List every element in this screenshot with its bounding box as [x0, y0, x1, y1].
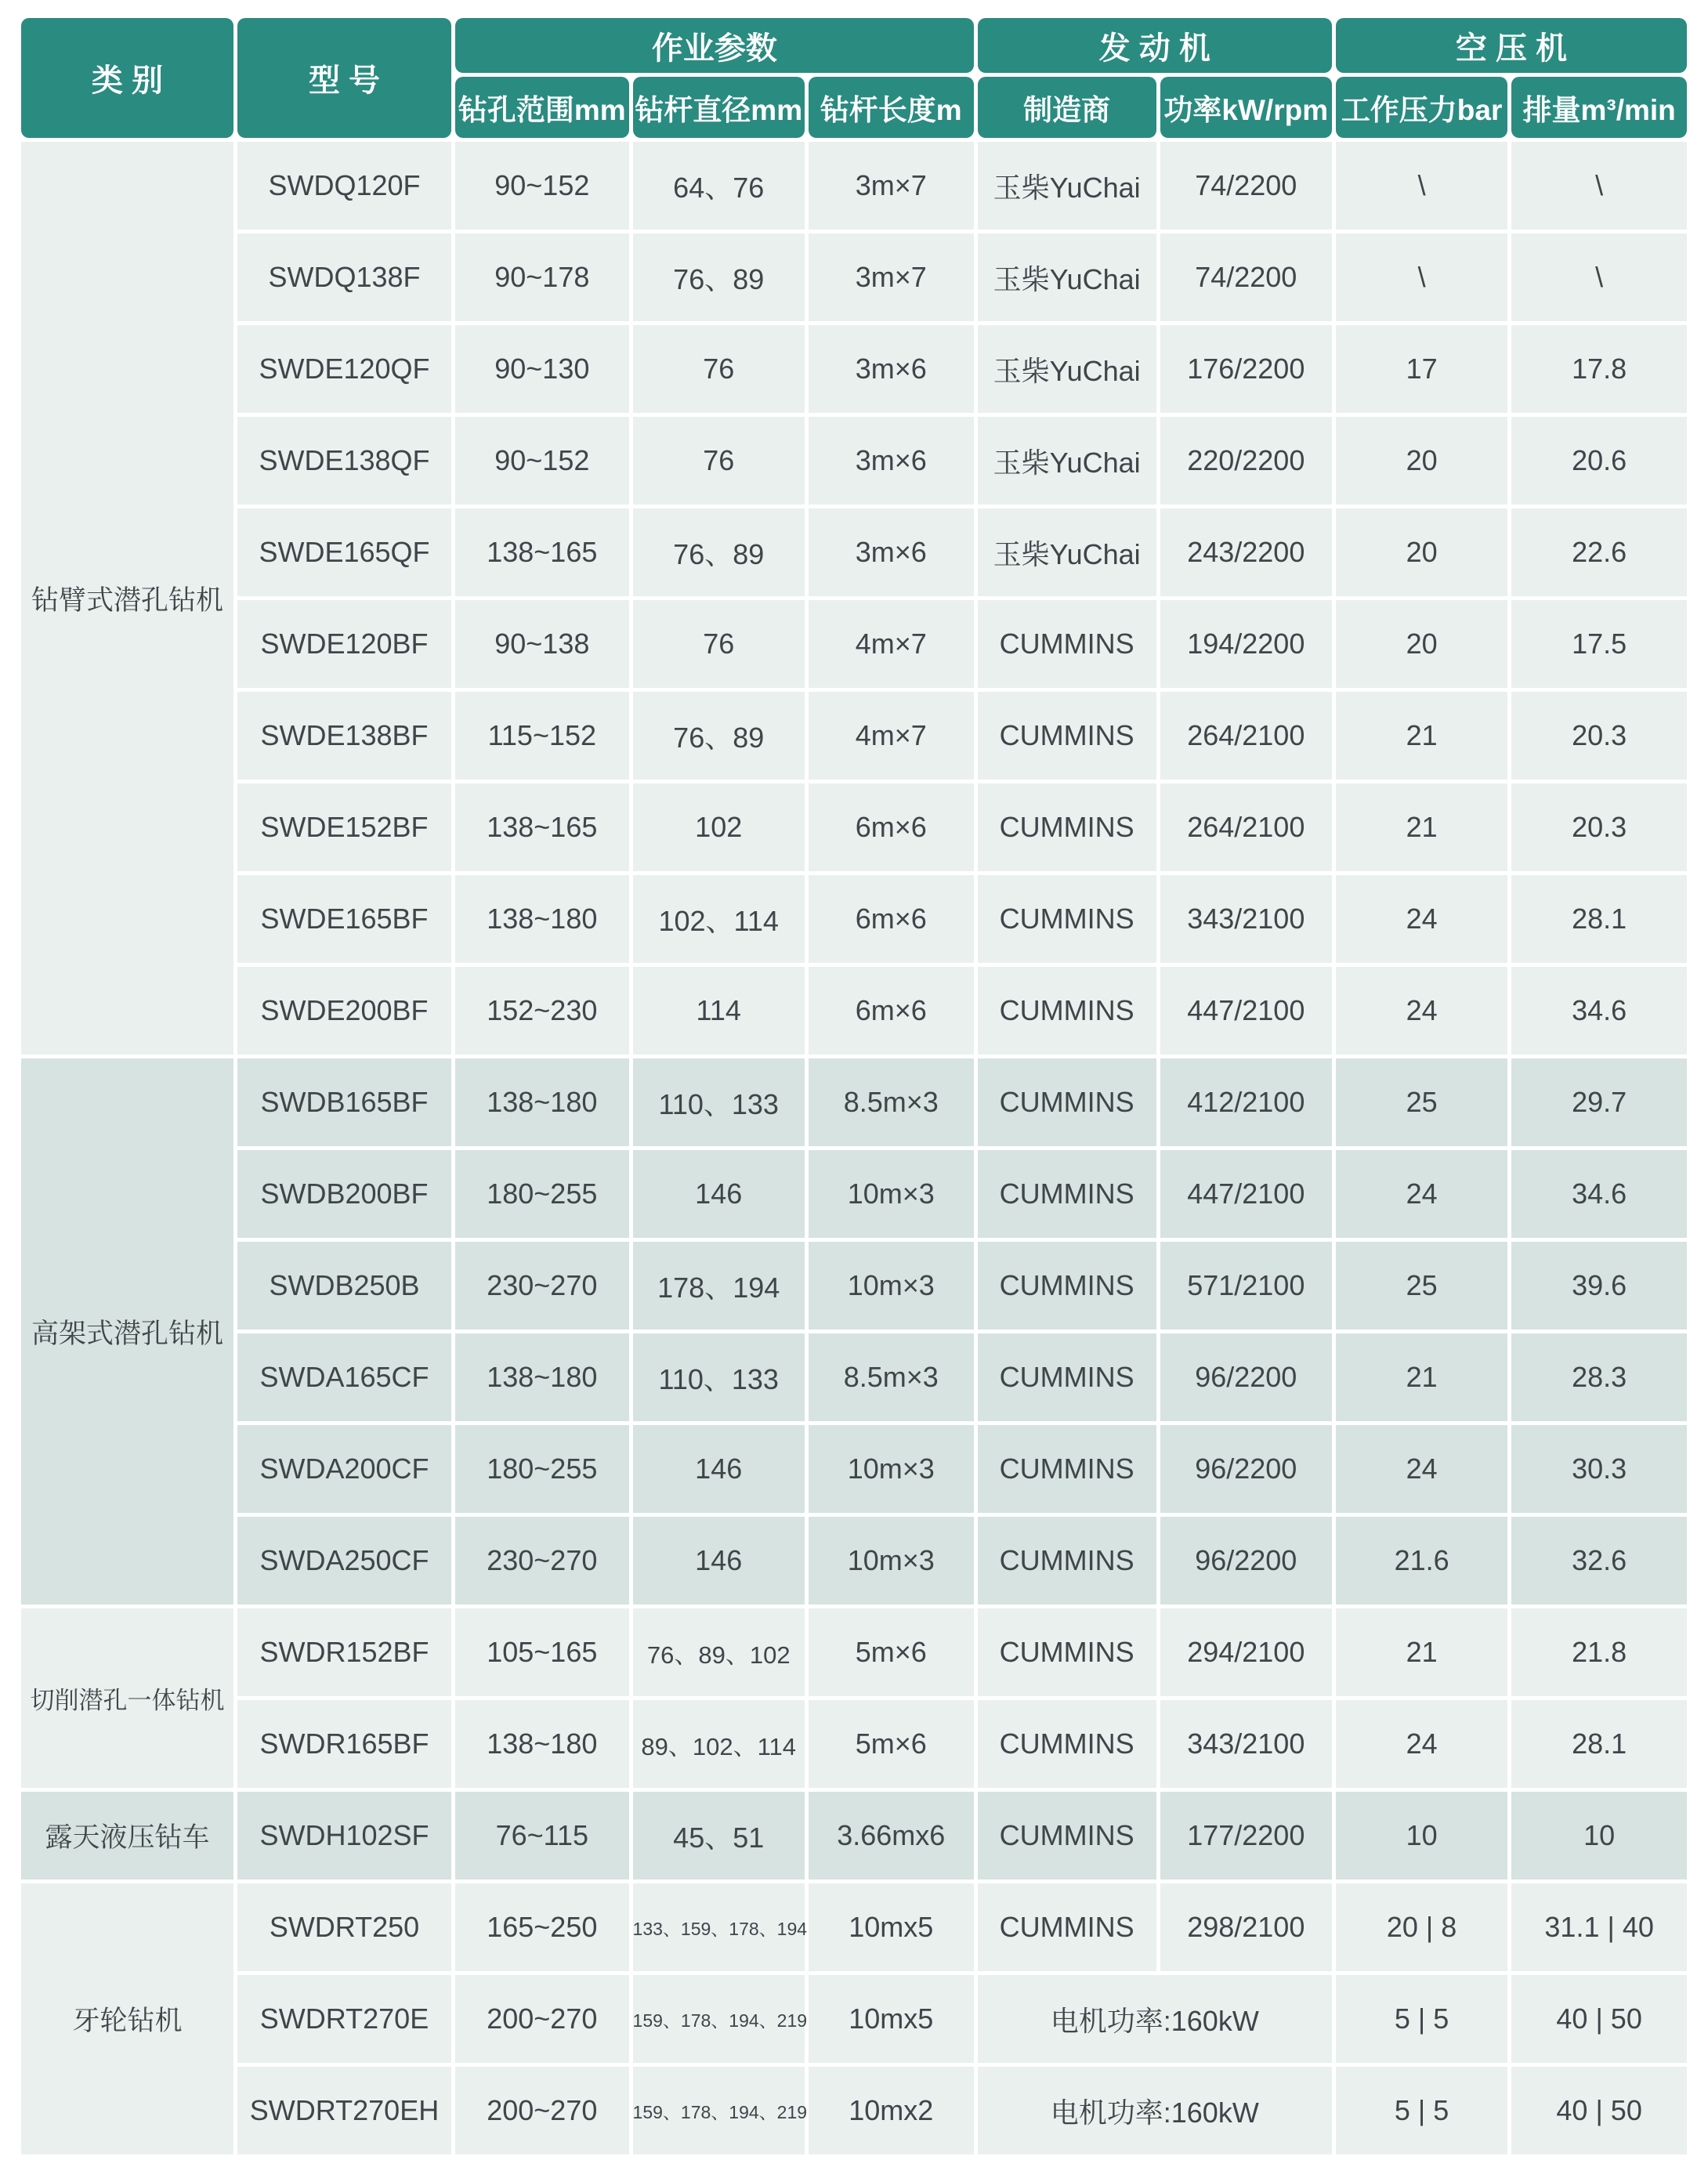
header-category: 类 别 [21, 18, 233, 138]
cell-hole-range: 230~270 [455, 1517, 628, 1605]
cell-displacement: 17.5 [1511, 600, 1687, 688]
cell-rod-diameter: 45、51 [633, 1792, 805, 1880]
cell-displacement: 39.6 [1511, 1242, 1687, 1330]
cell-working-pressure: 5 | 5 [1336, 2067, 1507, 2154]
cell-rod-diameter: 102、114 [633, 875, 805, 963]
cell-working-pressure: 21.6 [1336, 1517, 1507, 1605]
cell-power: 447/2100 [1160, 967, 1332, 1055]
cell-rod-length: 10m×3 [809, 1517, 974, 1605]
cell-working-pressure: 20 [1336, 508, 1507, 596]
cell-rod-length: 8.5m×3 [809, 1333, 974, 1421]
cell-displacement: 17.8 [1511, 325, 1687, 413]
table-row [21, 1975, 1687, 2063]
cell-rod-diameter: 89、102、114 [633, 1700, 805, 1788]
cell-displacement: 20.3 [1511, 783, 1687, 871]
cell-rod-diameter: 102 [633, 783, 805, 871]
cell-rod-diameter: 76 [633, 325, 805, 413]
cell-displacement: 34.6 [1511, 1150, 1687, 1238]
cell-power: 96/2200 [1160, 1333, 1332, 1421]
cell-hole-range: 138~180 [455, 875, 628, 963]
cell-power: 298/2100 [1160, 1883, 1332, 1971]
cell-rod-diameter: 114 [633, 967, 805, 1055]
cell-working-pressure: \ [1336, 142, 1507, 230]
cell-hole-range: 90~152 [455, 142, 628, 230]
cell-model: SWDE138BF [237, 692, 451, 780]
cell-manufacturer: CUMMINS [978, 1150, 1156, 1238]
cell-displacement: 28.3 [1511, 1333, 1687, 1421]
cell-hole-range: 90~152 [455, 417, 628, 505]
cell-hole-range: 138~165 [455, 783, 628, 871]
cell-manufacturer: CUMMINS [978, 1792, 1156, 1880]
cell-hole-range: 90~178 [455, 233, 628, 321]
cell-manufacturer: CUMMINS [978, 1425, 1156, 1513]
cell-model: SWDR165BF [237, 1700, 451, 1788]
cell-manufacturer: CUMMINS [978, 692, 1156, 780]
cell-working-pressure: 24 [1336, 1425, 1507, 1513]
cell-model: SWDA200CF [237, 1425, 451, 1513]
cell-model: SWDRT270EH [237, 2067, 451, 2154]
cell-rod-length: 4m×7 [809, 692, 974, 780]
cell-hole-range: 138~180 [455, 1058, 628, 1146]
cell-manufacturer: 玉柴YuChai [978, 325, 1156, 413]
cell-working-pressure: 5 | 5 [1336, 1975, 1507, 2063]
cell-manufacturer: CUMMINS [978, 1883, 1156, 1971]
cell-model: SWDB250B [237, 1242, 451, 1330]
category-cell: 高架式潜孔钻机 [21, 1058, 233, 1605]
cell-model: SWDR152BF [237, 1608, 451, 1696]
cell-hole-range: 165~250 [455, 1883, 628, 1971]
cell-power: 176/2200 [1160, 325, 1332, 413]
cell-working-pressure: 24 [1336, 1150, 1507, 1238]
cell-manufacturer: 玉柴YuChai [978, 508, 1156, 596]
cell-model: SWDE152BF [237, 783, 451, 871]
cell-rod-length: 3.66mx6 [809, 1792, 974, 1880]
cell-rod-length: 3m×6 [809, 417, 974, 505]
subheader-working-pressure: 工作压力bar [1336, 77, 1507, 138]
cell-working-pressure: 20 [1336, 417, 1507, 505]
cell-displacement: 30.3 [1511, 1425, 1687, 1513]
cell-model: SWDB165BF [237, 1058, 451, 1146]
cell-working-pressure: 17 [1336, 325, 1507, 413]
cell-rod-diameter: 178、194 [633, 1242, 805, 1330]
cell-displacement: 40 | 50 [1511, 1975, 1687, 2063]
cell-manufacturer: CUMMINS [978, 600, 1156, 688]
cell-hole-range: 138~180 [455, 1700, 628, 1788]
cell-power: 412/2100 [1160, 1058, 1332, 1146]
cell-model: SWDE165QF [237, 508, 451, 596]
cell-manufacturer: CUMMINS [978, 1333, 1156, 1421]
cell-power: 177/2200 [1160, 1792, 1332, 1880]
cell-power: 74/2200 [1160, 233, 1332, 321]
cell-hole-range: 76~115 [455, 1792, 628, 1880]
table-row [21, 1242, 1687, 1330]
cell-rod-diameter: 76、89 [633, 692, 805, 780]
cell-model: SWDE138QF [237, 417, 451, 505]
category-cell: 露天液压钻车 [21, 1792, 233, 1880]
cell-rod-length: 6m×6 [809, 967, 974, 1055]
table-row [21, 1700, 1687, 1788]
cell-power: 194/2200 [1160, 600, 1332, 688]
cell-rod-diameter: 146 [633, 1517, 805, 1605]
cell-power: 294/2100 [1160, 1608, 1332, 1696]
cell-displacement: 32.6 [1511, 1517, 1687, 1605]
cell-rod-length: 6m×6 [809, 875, 974, 963]
table-header [21, 18, 1687, 138]
cell-manufacturer: CUMMINS [978, 967, 1156, 1055]
subheader-displacement: 排量m³/min [1511, 77, 1687, 138]
table-row [21, 1883, 1687, 1971]
cell-working-pressure: \ [1336, 233, 1507, 321]
cell-model: SWDB200BF [237, 1150, 451, 1238]
cell-rod-diameter: 133、159、178、194 [633, 1883, 805, 1971]
subheader-hole-range: 钻孔范围mm [455, 77, 628, 138]
table-row [21, 142, 1687, 230]
cell-manufacturer: CUMMINS [978, 1700, 1156, 1788]
cell-working-pressure: 24 [1336, 875, 1507, 963]
cell-rod-length: 3m×6 [809, 325, 974, 413]
cell-manufacturer: CUMMINS [978, 875, 1156, 963]
cell-rod-length: 10mx5 [809, 1883, 974, 1971]
cell-manufacturer: CUMMINS [978, 783, 1156, 871]
cell-working-pressure: 20 [1336, 600, 1507, 688]
cell-motor-power: 电机功率:160kW [978, 2067, 1332, 2154]
cell-model: SWDH102SF [237, 1792, 451, 1880]
cell-rod-diameter: 159、178、194、219 [633, 2067, 805, 2154]
cell-rod-diameter: 76 [633, 600, 805, 688]
cell-rod-length: 10m×3 [809, 1150, 974, 1238]
cell-motor-power: 电机功率:160kW [978, 1975, 1332, 2063]
cell-working-pressure: 21 [1336, 692, 1507, 780]
cell-rod-diameter: 76 [633, 417, 805, 505]
header-model: 型 号 [237, 18, 451, 138]
cell-hole-range: 115~152 [455, 692, 628, 780]
cell-working-pressure: 24 [1336, 967, 1507, 1055]
cell-displacement: 10 [1511, 1792, 1687, 1880]
cell-power: 96/2200 [1160, 1517, 1332, 1605]
header-group-compressor: 空 压 机 [1336, 18, 1687, 73]
cell-displacement: \ [1511, 233, 1687, 321]
cell-displacement: 34.6 [1511, 967, 1687, 1055]
cell-rod-diameter: 64、76 [633, 142, 805, 230]
cell-power: 243/2200 [1160, 508, 1332, 596]
cell-power: 343/2100 [1160, 875, 1332, 963]
cell-rod-length: 10m×3 [809, 1425, 974, 1513]
cell-manufacturer: 玉柴YuChai [978, 142, 1156, 230]
table-row [21, 417, 1687, 505]
table-body [21, 142, 1687, 2154]
table-row [21, 2067, 1687, 2154]
category-cell: 钻臂式潜孔钻机 [21, 142, 233, 1055]
table-row [21, 1517, 1687, 1605]
table-row [21, 875, 1687, 963]
cell-displacement: 20.3 [1511, 692, 1687, 780]
table-row [21, 1058, 1687, 1146]
cell-model: SWDA165CF [237, 1333, 451, 1421]
table-row [21, 692, 1687, 780]
cell-working-pressure: 10 [1336, 1792, 1507, 1880]
cell-working-pressure: 21 [1336, 1333, 1507, 1421]
category-cell: 切削潜孔一体钻机 [21, 1608, 233, 1788]
cell-working-pressure: 25 [1336, 1242, 1507, 1330]
cell-rod-length: 3m×6 [809, 508, 974, 596]
cell-model: SWDRT250 [237, 1883, 451, 1971]
cell-displacement: 40 | 50 [1511, 2067, 1687, 2154]
table-row [21, 1425, 1687, 1513]
cell-rod-length: 10mx5 [809, 1975, 974, 2063]
cell-rod-length: 6m×6 [809, 783, 974, 871]
cell-power: 447/2100 [1160, 1150, 1332, 1238]
cell-rod-length: 3m×7 [809, 142, 974, 230]
table-row [21, 233, 1687, 321]
subheader-power: 功率kW/rpm [1160, 77, 1332, 138]
table-row [21, 600, 1687, 688]
subheader-rod-diameter: 钻杆直径mm [633, 77, 805, 138]
header-group-engine: 发 动 机 [978, 18, 1332, 73]
cell-power: 264/2100 [1160, 783, 1332, 871]
cell-rod-length: 10m×3 [809, 1242, 974, 1330]
cell-displacement: 22.6 [1511, 508, 1687, 596]
cell-working-pressure: 20 | 8 [1336, 1883, 1507, 1971]
cell-hole-range: 230~270 [455, 1242, 628, 1330]
cell-displacement: \ [1511, 142, 1687, 230]
cell-displacement: 20.6 [1511, 417, 1687, 505]
cell-power: 264/2100 [1160, 692, 1332, 780]
cell-displacement: 28.1 [1511, 1700, 1687, 1788]
cell-model: SWDE200BF [237, 967, 451, 1055]
cell-working-pressure: 21 [1336, 783, 1507, 871]
cell-model: SWDQ120F [237, 142, 451, 230]
cell-rod-diameter: 159、178、194、219 [633, 1975, 805, 2063]
cell-model: SWDA250CF [237, 1517, 451, 1605]
cell-working-pressure: 25 [1336, 1058, 1507, 1146]
subheader-manufacturer: 制造商 [978, 77, 1156, 138]
cell-hole-range: 200~270 [455, 2067, 628, 2154]
table-row [21, 325, 1687, 413]
cell-manufacturer: 玉柴YuChai [978, 233, 1156, 321]
cell-model: SWDE165BF [237, 875, 451, 963]
cell-rod-length: 5m×6 [809, 1608, 974, 1696]
table-row [21, 1333, 1687, 1421]
cell-displacement: 21.8 [1511, 1608, 1687, 1696]
cell-rod-length: 5m×6 [809, 1700, 974, 1788]
cell-manufacturer: CUMMINS [978, 1058, 1156, 1146]
cell-model: SWDRT270E [237, 1975, 451, 2063]
cell-rod-diameter: 146 [633, 1150, 805, 1238]
cell-rod-diameter: 110、133 [633, 1058, 805, 1146]
drill-spec-table [17, 14, 1691, 2158]
cell-hole-range: 90~138 [455, 600, 628, 688]
cell-hole-range: 152~230 [455, 967, 628, 1055]
table-row [21, 1792, 1687, 1880]
subheader-rod-length: 钻杆长度m [809, 77, 974, 138]
table-row [21, 1608, 1687, 1696]
cell-rod-length: 3m×7 [809, 233, 974, 321]
cell-rod-diameter: 146 [633, 1425, 805, 1513]
cell-displacement: 28.1 [1511, 875, 1687, 963]
category-cell: 牙轮钻机 [21, 1883, 233, 2154]
cell-rod-diameter: 110、133 [633, 1333, 805, 1421]
cell-power: 74/2200 [1160, 142, 1332, 230]
cell-model: SWDE120QF [237, 325, 451, 413]
cell-rod-length: 10mx2 [809, 2067, 974, 2154]
cell-manufacturer: CUMMINS [978, 1242, 1156, 1330]
cell-model: SWDE120BF [237, 600, 451, 688]
cell-hole-range: 90~130 [455, 325, 628, 413]
cell-hole-range: 180~255 [455, 1150, 628, 1238]
cell-working-pressure: 21 [1336, 1608, 1507, 1696]
cell-manufacturer: CUMMINS [978, 1608, 1156, 1696]
cell-displacement: 29.7 [1511, 1058, 1687, 1146]
table-row [21, 783, 1687, 871]
table-row [21, 967, 1687, 1055]
cell-rod-diameter: 76、89 [633, 233, 805, 321]
header-group-operating-params: 作业参数 [455, 18, 974, 73]
cell-power: 343/2100 [1160, 1700, 1332, 1788]
cell-rod-diameter: 76、89 [633, 508, 805, 596]
cell-model: SWDQ138F [237, 233, 451, 321]
cell-displacement: 31.1 | 40 [1511, 1883, 1687, 1971]
cell-manufacturer: CUMMINS [978, 1517, 1156, 1605]
cell-power: 571/2100 [1160, 1242, 1332, 1330]
cell-rod-length: 8.5m×3 [809, 1058, 974, 1146]
cell-power: 96/2200 [1160, 1425, 1332, 1513]
cell-working-pressure: 24 [1336, 1700, 1507, 1788]
cell-hole-range: 138~165 [455, 508, 628, 596]
cell-hole-range: 180~255 [455, 1425, 628, 1513]
cell-hole-range: 200~270 [455, 1975, 628, 2063]
table-row [21, 1150, 1687, 1238]
cell-hole-range: 138~180 [455, 1333, 628, 1421]
header-row-groups [21, 18, 1687, 73]
cell-hole-range: 105~165 [455, 1608, 628, 1696]
cell-rod-length: 4m×7 [809, 600, 974, 688]
table-row [21, 508, 1687, 596]
cell-power: 220/2200 [1160, 417, 1332, 505]
cell-manufacturer: 玉柴YuChai [978, 417, 1156, 505]
cell-rod-diameter: 76、89、102 [633, 1608, 805, 1696]
